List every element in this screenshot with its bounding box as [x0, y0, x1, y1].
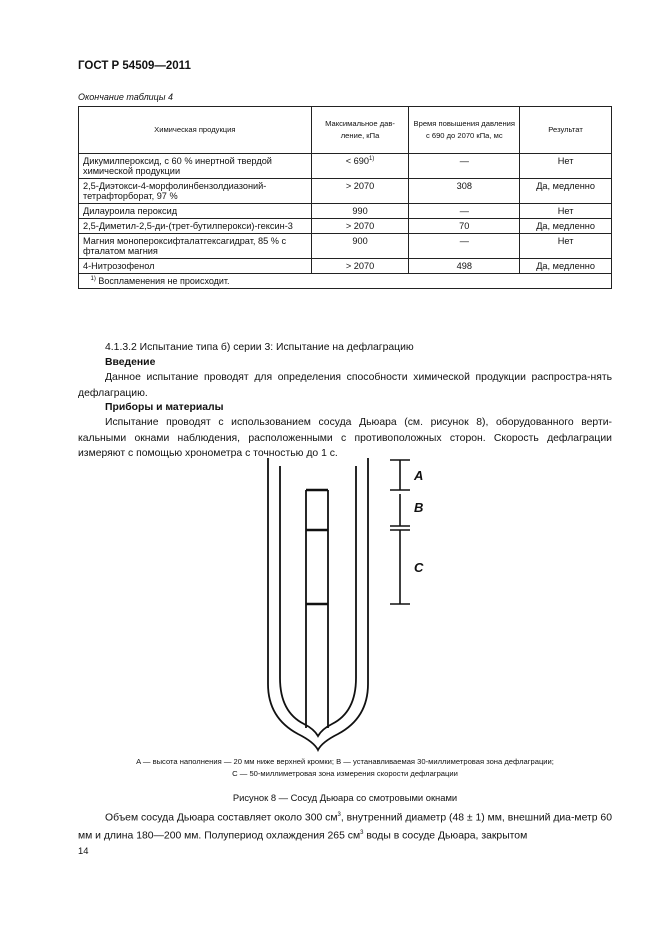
dewar-inner-wall	[280, 466, 356, 736]
footnote-ref: 1)	[368, 156, 375, 162]
document-header: ГОСТ Р 54509—2011	[78, 60, 191, 72]
table-row	[79, 179, 612, 204]
dewar-vessel-figure	[262, 456, 462, 752]
table-row	[79, 204, 612, 219]
figure-note-line-1: A — высота наполнения — 20 мм ниже верхней кромки; B — устанавливаемая 30-миллиметровая зона дефлаграции;	[136, 757, 554, 766]
footnote-text: Воспламенения не происходит.	[98, 276, 230, 286]
column-header: Время повышения давления с 690 до 2070 кПа, мс	[409, 107, 520, 154]
table-row	[79, 234, 612, 259]
table-row	[79, 154, 612, 179]
pressure-cell: > 2070	[311, 219, 409, 234]
pressure-cell: > 2070	[311, 179, 409, 204]
table-footnote-row	[79, 274, 612, 289]
product-cell: 4-Нитрозофенол	[79, 259, 312, 274]
result-cell: Да, медленно	[520, 179, 612, 204]
product-cell: Дилауроила пероксид	[79, 204, 312, 219]
table-footnote	[79, 274, 612, 289]
product-cell: 2,5-Диэтокси-4-морфолинбензолдиазоний-тетрафторборат, 97 %	[79, 179, 312, 204]
devices-text: Испытание проводят с использованием сосуда Дьюара (см. рисунок 8), оборудованного верти-кальными окнами наблюдения, расположенными с противоположных сторон. Скорость дефлаграции измеряют с помощью хронометра с точностью до 1 с.	[78, 417, 612, 459]
label-b: B	[414, 500, 424, 515]
column-header: Максимальное дав-ление, кПа	[311, 107, 409, 154]
result-cell: Нет	[520, 234, 612, 259]
figure-note	[78, 756, 612, 780]
pressure-cell: 900	[311, 234, 409, 259]
footnote-mark: 1)	[90, 276, 96, 282]
result-cell: Да, медленно	[520, 259, 612, 274]
product-cell: Магния монопероксифталатгексагидрат, 85 % с фталатом магния	[79, 234, 312, 259]
figure-note-line-2: C — 50-миллиметровая зона измерения скорости дефлаграции	[232, 769, 458, 778]
label-c: C	[414, 560, 424, 575]
product-cell: 2,5-Диметил-2,5-ди-(трет-бутилперокси)-гексин-3	[79, 219, 312, 234]
page-number: 14	[78, 845, 89, 856]
product-cell: Дикумилпероксид, с 60 % инертной твердой химической продукции	[79, 154, 312, 179]
section-heading: 4.1.3.2 Испытание типа б) серии 3: Испытание на дефлаграцию	[105, 342, 414, 353]
table-row	[79, 219, 612, 234]
result-cell: Нет	[520, 154, 612, 179]
closing-text: Объем сосуда Дьюара составляет около 300 $см^3$, внутренний диаметр (48 ± 1) мм, внешний диа-метр 60 мм и длина 180—200 мм. Полупериод охлаждения 265 $см^3$ воды в сосуде Дьюара, закрытом	[78, 812, 612, 842]
table-caption: Окончание таблицы 4	[78, 92, 173, 102]
time-cell: 308	[409, 179, 520, 204]
column-header: Результат	[520, 107, 612, 154]
intro-text: Данное испытание проводят для определения способности химической продукции распростра-нять дефлаграцию.	[78, 372, 612, 399]
time-cell: 498	[409, 259, 520, 274]
pressure-cell: < $690^{1)}$	[311, 154, 409, 179]
time-cell: —	[409, 154, 520, 179]
figure-title: Рисунок 8 — Сосуд Дьюара со смотровыми окнами	[232, 792, 458, 803]
time-cell: —	[409, 204, 520, 219]
intro-title: Введение	[105, 357, 156, 368]
column-header: Химическая продукция	[79, 107, 312, 154]
label-a: A	[414, 468, 424, 483]
table-header-row	[79, 107, 612, 154]
time-cell: 70	[409, 219, 520, 234]
result-cell: Да, медленно	[520, 219, 612, 234]
data-table	[78, 106, 612, 289]
pressure-cell: 990	[311, 204, 409, 219]
result-cell: Нет	[520, 204, 612, 219]
pressure-cell: > 2070	[311, 259, 409, 274]
table-row	[79, 259, 612, 274]
time-cell: —	[409, 234, 520, 259]
devices-title: Приборы и материалы	[105, 402, 224, 413]
